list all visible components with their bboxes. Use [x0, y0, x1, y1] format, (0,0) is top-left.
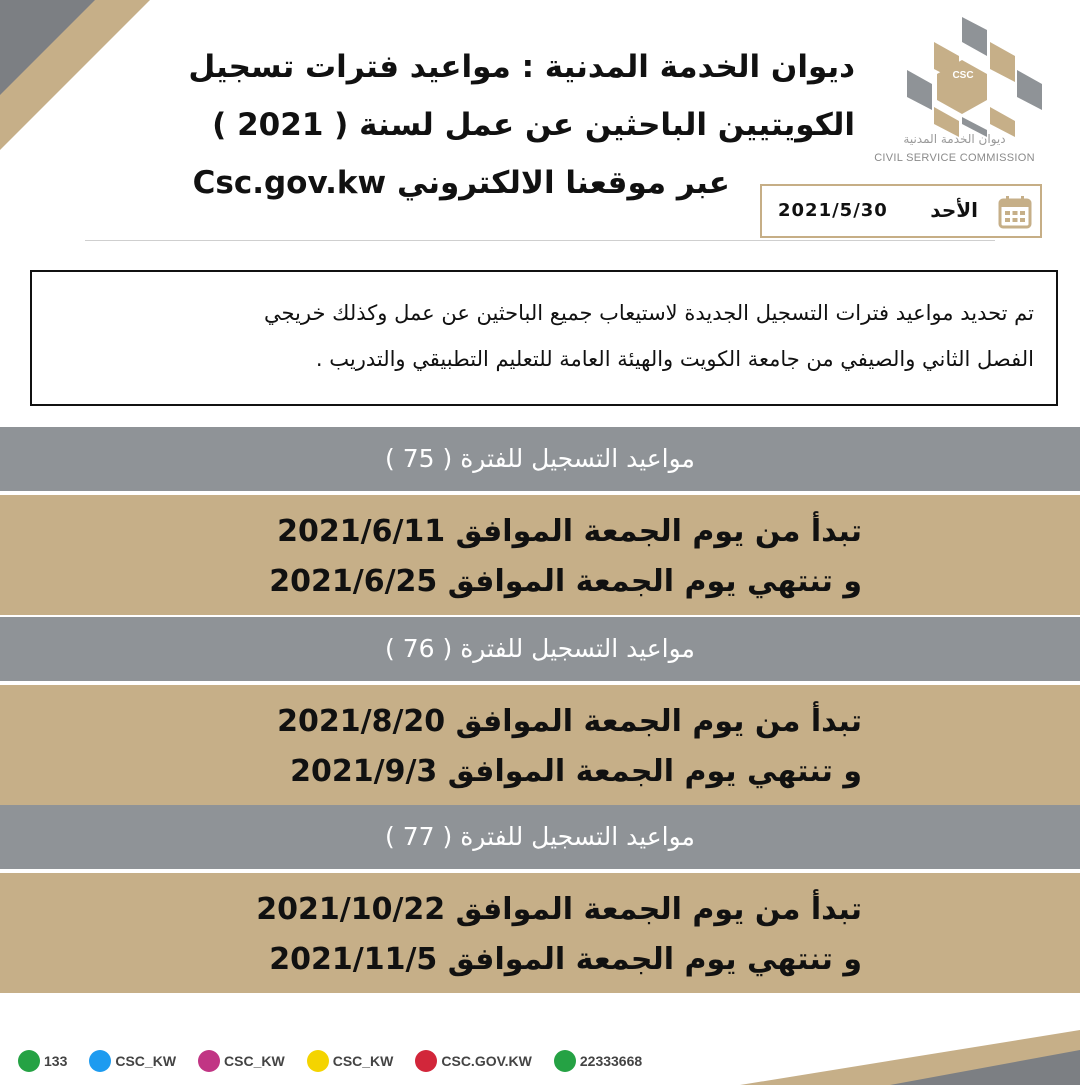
notice-box — [30, 270, 1058, 406]
divider — [85, 240, 995, 241]
period-76-end: و تنتهي يوم الجمعة الموافق 2021/9/3 — [290, 754, 862, 789]
period-77-heading: مواعيد التسجيل للفترة ( 77 ) — [0, 805, 1080, 869]
page-title — [95, 38, 855, 212]
period-75-end: و تنتهي يوم الجمعة الموافق 2021/6/25 — [269, 564, 862, 599]
footer-twitter-label: CSC_KW — [115, 1053, 177, 1069]
title-line-3: عبر موقعنا الالكتروني Csc.gov.kw — [192, 165, 730, 201]
logo-english-text: CIVIL SERVICE COMMISSION — [874, 152, 1035, 164]
logo-badge-text: CSC — [952, 70, 974, 81]
footer-snapchat-label: CSC_KW — [332, 1053, 394, 1069]
period-76-dates — [0, 685, 1080, 805]
logo-arabic-text: ديوان الخدمة المدنية — [903, 132, 1006, 146]
footer-phone[interactable] — [18, 1050, 67, 1072]
notice-line-2: الفصل الثاني والصيفي من جامعة الكويت والهيئة العامة للتعليم التطبيقي والتدريب . — [315, 347, 1034, 371]
period-77-end: و تنتهي يوم الجمعة الموافق 2021/11/5 — [269, 942, 862, 977]
date-day: الأحد — [930, 198, 978, 222]
period-77-dates — [0, 873, 1080, 993]
phone-icon — [18, 1050, 40, 1072]
date-value: 2021/5/30 — [778, 200, 888, 221]
period-76-heading: مواعيد التسجيل للفترة ( 76 ) — [0, 617, 1080, 681]
footer-contacts — [18, 1046, 664, 1076]
footer-instagram[interactable] — [198, 1050, 285, 1072]
footer-instagram-label: CSC_KW — [224, 1053, 285, 1069]
date-box — [760, 184, 1042, 238]
instagram-icon — [198, 1050, 220, 1072]
title-line-1: ديوان الخدمة المدنية : مواعيد فترات تسجيل — [188, 49, 855, 85]
period-75-start: تبدأ من يوم الجمعة الموافق 2021/6/11 — [277, 514, 862, 549]
footer-whatsapp-label: 22333668 — [579, 1053, 643, 1069]
period-77-start: تبدأ من يوم الجمعة الموافق 2021/10/22 — [256, 892, 862, 927]
footer-snapchat[interactable] — [307, 1050, 394, 1072]
snapchat-icon — [307, 1050, 329, 1072]
period-75-dates — [0, 495, 1080, 615]
twitter-icon — [89, 1050, 111, 1072]
notice-line-1: تم تحديد مواعيد فترات التسجيل الجديدة لاستيعاب جميع الباحثين عن عمل وكذلك خريجي — [264, 301, 1034, 325]
footer-whatsapp[interactable] — [554, 1050, 642, 1072]
period-75-heading: مواعيد التسجيل للفترة ( 75 ) — [0, 427, 1080, 491]
whatsapp-icon — [554, 1050, 576, 1072]
corner-decoration-bottom-right — [740, 1030, 1080, 1085]
calendar-icon — [998, 195, 1032, 229]
footer-phone-label: 133 — [44, 1053, 68, 1069]
web-icon — [415, 1050, 437, 1072]
footer-website[interactable] — [415, 1050, 532, 1072]
period-76-start: تبدأ من يوم الجمعة الموافق 2021/8/20 — [277, 704, 862, 739]
title-line-2: الكويتيين الباحثين عن عمل لسنة ( 2021 ) — [212, 107, 855, 143]
footer-website-label: CSC.GOV.KW — [441, 1053, 532, 1069]
footer-twitter[interactable] — [89, 1050, 176, 1072]
